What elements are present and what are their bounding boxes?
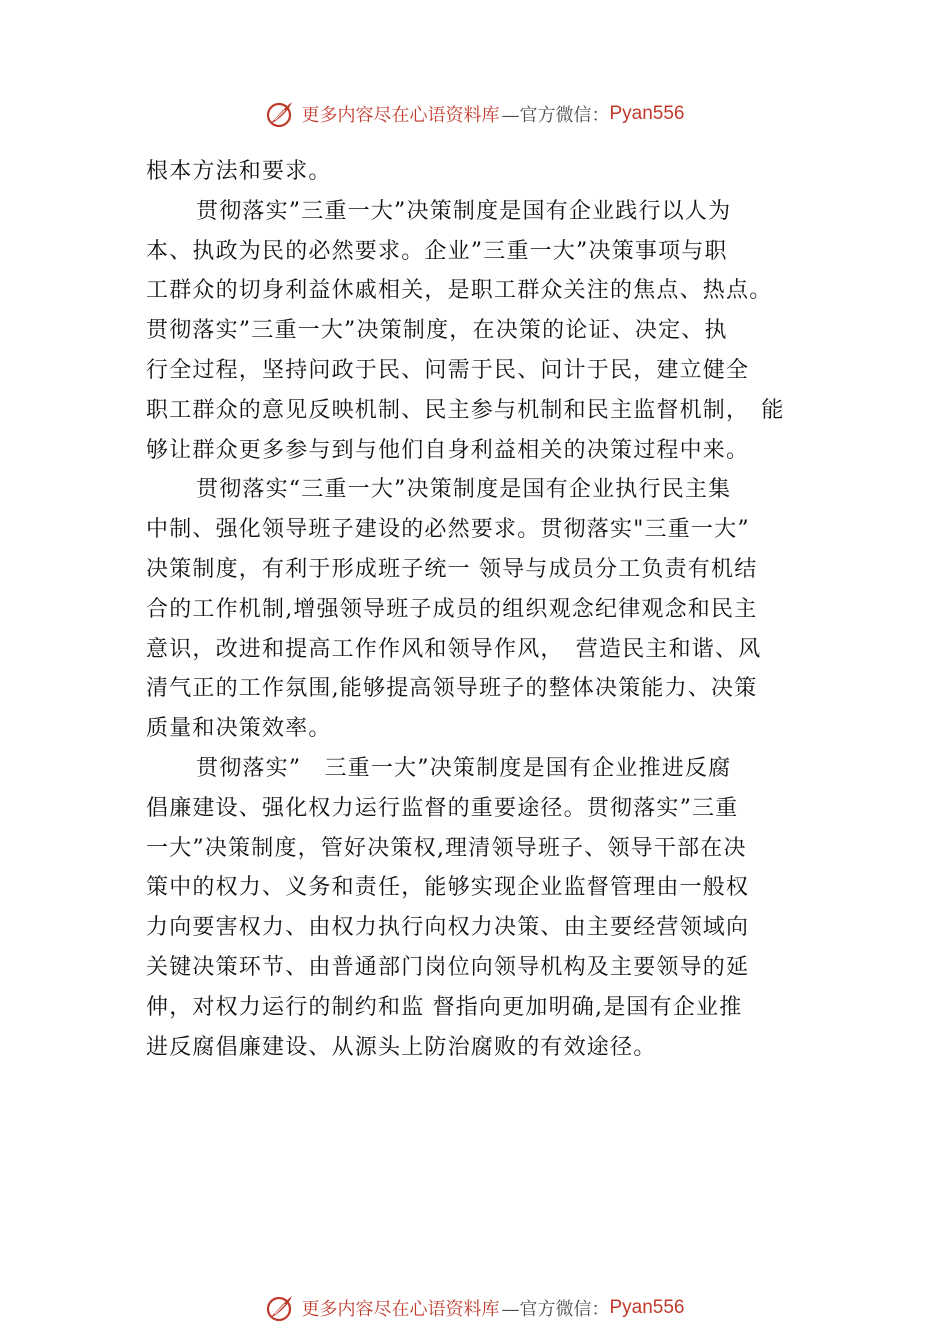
body-line: 力向要害权力、由权力执行向权力决策、由主要经营领域向 bbox=[146, 915, 750, 941]
body-line: 决策制度，有利于形成班子统一 领导与成员分工负责有机结 bbox=[146, 556, 758, 582]
document-body bbox=[146, 152, 836, 1067]
banner-official-text: —官方微信： bbox=[501, 1299, 610, 1320]
body-line: 意识，改进和提高工作作风和领导作风， 营造民主和谐、风 bbox=[146, 636, 762, 662]
body-line: 一大”决策制度，管好决策权,理清领导班子、领导干部在决 bbox=[146, 835, 747, 861]
banner-lead-text: 更多内容尽在心语资料库 bbox=[301, 105, 500, 126]
body-line: 伸，对权力运行的制约和监 督指向更加明确,是国有企业推 bbox=[146, 994, 743, 1020]
body-line: 进反腐倡廉建设、从源头上防治腐败的有效途径。 bbox=[146, 1034, 657, 1060]
feather-seal-icon bbox=[265, 1293, 295, 1323]
body-line: 质量和决策效率。 bbox=[146, 716, 332, 742]
banner-lead-text: 更多内容尽在心语资料库 bbox=[301, 1299, 500, 1320]
body-line: 合的工作机制,增强领导班子成员的组织观念纪律观念和民主 bbox=[146, 596, 758, 622]
header-banner bbox=[0, 94, 950, 134]
banner-official-text: —官方微信： bbox=[501, 105, 610, 126]
footer-banner bbox=[0, 1288, 950, 1328]
body-line: 工群众的切身利益休戚相关，是职工群众关注的焦点、热点。 bbox=[146, 278, 773, 304]
body-line: 根本方法和要求。 bbox=[146, 159, 332, 184]
body-line: 倡廉建设、强化权力运行监督的重要途径。贯彻落实”三重 bbox=[146, 795, 739, 821]
paragraph-first-line: 贯彻落实” 三重一大”决策制度是国有企业推进反腐 bbox=[196, 755, 732, 781]
body-line: 中制、强化领导班子建设的必然要求。贯彻落实"三重一大” bbox=[146, 517, 750, 543]
paragraph-first-line: 贯彻落实”三重一大”决策制度是国有企业践行以人为 bbox=[196, 198, 732, 224]
paragraph-first-line: 贯彻落实“三重一大”决策制度是国有企业执行民主集 bbox=[196, 477, 732, 503]
body-line: 关键决策环节、由普通部门岗位向领导机构及主要领导的延 bbox=[146, 954, 750, 980]
banner-wechat-handle: Pyan556 bbox=[609, 103, 685, 124]
feather-seal-icon bbox=[265, 99, 295, 129]
body-line: 够让群众更多参与到与他们自身利益相关的决策过程中来。 bbox=[146, 437, 750, 463]
body-line: 职工群众的意见反映机制、民主参与机制和民主监督机制， 能 bbox=[146, 397, 785, 423]
body-line: 本、执政为民的必然要求。企业”三重一大”决策事项与职 bbox=[146, 238, 728, 264]
body-line: 行全过程，坚持问政于民、问需于民、问计于民，建立健全 bbox=[146, 357, 750, 383]
body-line: 策中的权力、义务和责任，能够实现企业监督管理由一般权 bbox=[146, 875, 750, 901]
body-line: 贯彻落实”三重一大”决策制度，在决策的论证、决定、执 bbox=[146, 318, 728, 344]
body-line: 清气正的工作氛围,能够提高领导班子的整体决策能力、决策 bbox=[146, 676, 758, 702]
banner-wechat-handle: Pyan556 bbox=[609, 1297, 685, 1318]
